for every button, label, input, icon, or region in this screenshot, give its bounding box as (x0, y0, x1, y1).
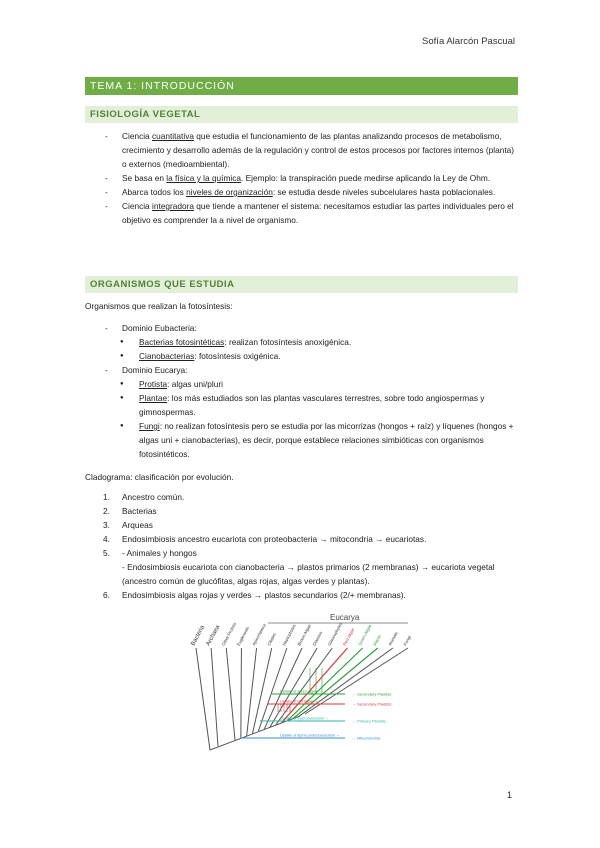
taxon-label: Haptophytes (281, 623, 297, 647)
branch-red-algae (282, 648, 348, 723)
list-item: - Se basa en la física y la química. Ejemplo: la transpiración puede medirse aplicando la Ley de Ohm. (85, 171, 518, 185)
event-result: → Secondary Plastids (352, 701, 392, 707)
branch-archaea (211, 648, 218, 746)
taxon-label: Archaea (205, 624, 222, 647)
branch-bacteria (196, 648, 210, 750)
tema-heading: TEMA 1: INTRODUCCIÓN (85, 77, 518, 95)
list-item: 5. - Animales y hongos - Endosimbiosis eucariota con cianobacteria → plastos primarios (2 membranas) → eucariota vegetal (ancestro común de glucófitas, algas rojas, algas verdes y plantas). (103, 548, 495, 586)
branch-other-protists (226, 648, 235, 740)
event-result: → Mitochondria (352, 735, 381, 741)
phylogenetic-tree (180, 608, 420, 760)
taxon-label: Red Algae (341, 627, 356, 647)
taxon-label: Animals (387, 630, 399, 647)
taxon-label: Plants (372, 633, 383, 647)
eucarya-label: Eucarya (330, 613, 360, 622)
list-item: 1. Ancestro común. (103, 492, 185, 502)
dominio-eubacteria: - Dominio Eubacteria: (85, 321, 518, 335)
taxon-label: Brown Algae (296, 623, 312, 647)
page-number: 1 (506, 790, 512, 800)
list-item: ● Bacterias fotosintéticas: realizan fotosíntesis anoxigénica. (85, 335, 518, 349)
taxon-label: Green Algae (357, 623, 373, 647)
list-item: ● Protista: algas uni/pluri (85, 377, 518, 391)
taxon-label: Ciliates (266, 631, 278, 647)
organismos-content (85, 299, 518, 602)
list-item: - Ciencia integradora que tiende a mantener el sistema: necesitamos estudiar las partes individuales pero el objetivo es comprender la a nivel de organismo. (85, 199, 518, 227)
list-item: 6. Endosimbiosis algas rojas y verdes → plastos secundarios (2/+ membranas). (103, 590, 406, 600)
list-item: ● Fungi: no realizan fotosíntesis pero se estudia por las micorrizas (hongos + raíz) y líquenes (hongos + algas uni + cianobacterias), es decir, porque establece relaciones simbióticas con organismos fotosintéticos. (85, 419, 518, 461)
section-organismos-title: ORGANISMOS QUE ESTUDIA (85, 276, 518, 293)
taxon-label: Diatoms (311, 630, 324, 647)
branch-euglenoids (241, 648, 242, 738)
tree-labels (190, 622, 411, 647)
section-fisiologia-title: FISIOLOGÍA VEGETAL (85, 106, 518, 123)
list-item: 3. Arqueas (103, 520, 153, 530)
taxon-label: Glaucophytes (326, 621, 344, 647)
event-label: Uptake of green algae → (280, 689, 323, 694)
organismos-intro: Organismos que realizan la fotosíntesis: (85, 301, 233, 311)
event-label: Uptake of cyanobacterium → (280, 716, 329, 721)
list-item: ● Plantae: los más estudiados son las plantas vasculares terrestres, sobre todo angiospermas y gimnospermas. (85, 391, 518, 419)
list-item: 4. Endosimbiosis ancestro eucariota con proteobacteria → mitocondria → eucariotas. (103, 534, 427, 544)
list-item: 2. Bacterias (103, 506, 157, 516)
event-label: Uptake of alpha proteobacterium → (280, 733, 340, 738)
event-result: → Primary Plastids (352, 718, 387, 724)
taxon-label: Euglenoids (235, 625, 251, 647)
event-result: → Secondary Plastids (352, 691, 392, 697)
taxon-label: Apicomplexa (251, 622, 267, 647)
taxon-label: Fungi (402, 634, 412, 647)
taxon-label: Bacteria (190, 624, 207, 647)
cladograma-heading: Cladograma: clasificación por evolución. (85, 472, 234, 482)
list-item: - Ciencia cuantitativa que estudia el funcionamiento de las plantas analizando procesos de metabolismo, crecimiento y desarrollo además de la regulación y control de estos procesos por factores internos (planta) o externos (medioambiental). (85, 129, 518, 171)
taxon-label: Other Protists (220, 621, 238, 647)
dominio-eucarya: - Dominio Eucarya: (85, 363, 518, 377)
author-name: Sofía Alarcón Pascual (422, 36, 515, 47)
fisiologia-list (85, 129, 518, 227)
event-label: Uptake of red algae → (280, 699, 318, 704)
list-item: ● Cianobacterias: fotosíntesis oxigénica. (85, 349, 518, 363)
list-item: - Abarca todos los niveles de organización: se estudia desde niveles subcelulares hasta poblacionales. (85, 185, 518, 199)
